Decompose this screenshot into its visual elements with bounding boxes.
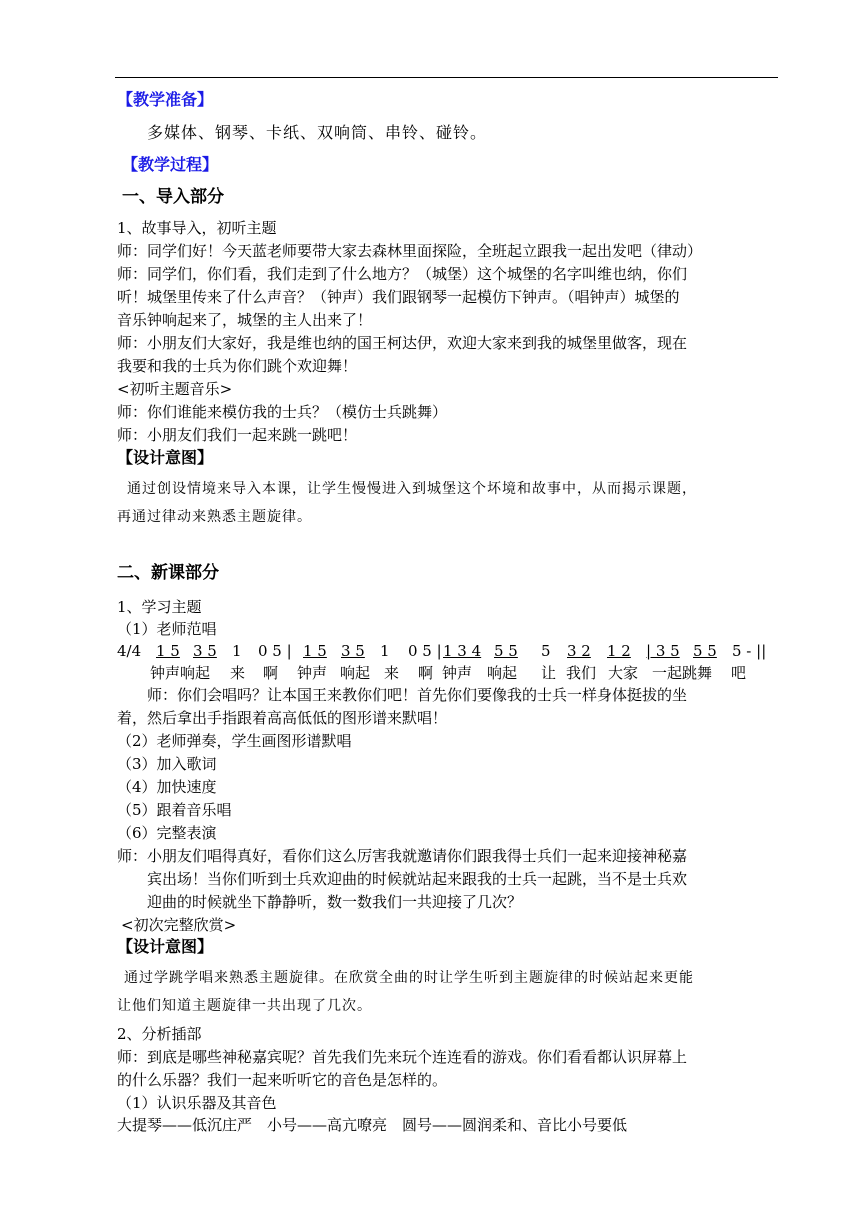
notation-group: 1 [232, 642, 242, 660]
part2-title: 二、新课部分 [117, 563, 219, 583]
part2-line: （6）完整表演 [117, 824, 217, 842]
part1-line: 师：小朋友们大家好，我是维也纳的国王柯达伊，欢迎大家来到我的城堡里做客，现在 [117, 334, 688, 352]
part2-line: （4）加快速度 [117, 778, 217, 796]
part2-line: （2）老师弹奏，学生画图形谱默唱 [117, 732, 352, 750]
notation-group: 1 2 [607, 642, 631, 660]
notation-group: 5 - || [732, 642, 767, 660]
lyric: 让 [541, 664, 557, 682]
notation-meter: 4/4 [117, 642, 142, 660]
lyric: 来 [230, 664, 246, 682]
notation-group: 0 5 | [408, 642, 442, 660]
lyric: 我们 [566, 664, 597, 682]
lyric: 响起 [340, 664, 371, 682]
part2-line: 2、分析插部 [117, 1025, 202, 1043]
part2-line: 的什么乐器？我们一起来听听它的音色是怎样的。 [117, 1071, 448, 1089]
header-rule [115, 77, 778, 78]
part1-line: 师：同学们，你们看，我们走到了什么地方？（城堡）这个城堡的名字叫维也纳，你们 [117, 265, 688, 283]
lyric: 钟声响起 [150, 664, 211, 682]
part2-line: 大提琴——低沉庄严 小号——高亢嘹亮 圆号——圆润柔和、音比小号要低 [117, 1116, 628, 1134]
part1-line: 音乐钟响起来了，城堡的主人出来了！ [117, 311, 373, 329]
notation-group: 0 5 | [258, 642, 292, 660]
part2-line: （1）认识乐器及其音色 [117, 1094, 277, 1112]
part2-line: 师：到底是哪些神秘嘉宾呢？首先我们先来玩个连连看的游戏。你们看看都认识屏幕上 [117, 1048, 688, 1066]
notation-group: 1 5 [156, 642, 180, 660]
part2-intent-line: 通过学跳学唱来熟悉主题旋律。在欣赏全曲的时让学生听到主题旋律的时候站起来更能 [124, 970, 694, 986]
part1-intent-line: 通过创设情境来导入本课，让学生慢慢进入到城堡这个坏境和故事中，从而揭示课题， [127, 481, 697, 497]
prep-title: 【教学准备】 [117, 90, 214, 109]
notation-group: 3 5 [341, 642, 365, 660]
part2-line: （5）跟着音乐唱 [117, 801, 232, 819]
part1-line: 1、故事导入，初听主题 [117, 219, 277, 237]
part2-intent-title: 【设计意图】 [117, 937, 214, 956]
part2-line: <初次完整欣赏> [121, 916, 237, 934]
lyric: 一起跳舞 [652, 664, 713, 682]
part2-line: （1）老师范唱 [117, 620, 217, 638]
part1-line: 师：同学们好！今天蓝老师要带大家去森林里面探险，全班起立跟我一起出发吧（律动） [117, 242, 703, 260]
part1-title: 一、导入部分 [122, 187, 224, 207]
notation-group: 1 3 4 [443, 642, 482, 660]
notation-group: 5 [541, 642, 551, 660]
part2-line: （3）加入歌词 [117, 755, 217, 773]
notation-group: 5 5 [494, 642, 518, 660]
notation-group: 1 [380, 642, 390, 660]
part2-line: 宾出场！当你们听到士兵欢迎曲的时候就站起来跟我的士兵一起跳，当不是士兵欢 [147, 870, 688, 888]
part1-line: 师：小朋友们我们一起来跳一跳吧！ [117, 426, 358, 444]
lyric: 响起 [487, 664, 518, 682]
part2-intent-line: 让他们知道主题旋律一共出现了几次。 [117, 998, 372, 1014]
part2-line: 1、学习主题 [117, 598, 202, 616]
lyric: 来 [384, 664, 400, 682]
notation-group: 1 5 [303, 642, 327, 660]
lyric: 吧 [731, 664, 747, 682]
lyric: 啊 [263, 664, 279, 682]
lyric: 啊 [418, 664, 434, 682]
part1-line: 听！城堡里传来了什么声音？（钟声）我们跟钢琴一起模仿下钟声。（唱钟声）城堡的 [117, 288, 680, 306]
lyric: 钟声 [442, 664, 473, 682]
lyric: 钟声 [297, 664, 328, 682]
part2-line: 师：小朋友们唱得真好，看你们这么厉害我就邀请你们跟我得士兵们一起来迎接神秘嘉 [117, 847, 688, 865]
notation-group: | 3 5 [646, 642, 680, 660]
part1-intent-title: 【设计意图】 [117, 448, 214, 467]
part1-intent-line: 再通过律动来熟悉主题旋律。 [117, 509, 312, 525]
part1-line: <初听主题音乐> [117, 380, 233, 398]
part2-line: 师：你们会唱吗？让本国王来教你们吧！首先你们要像我的士兵一样身体挺拔的坐 [147, 686, 688, 704]
part1-line: 我要和我的士兵为你们跳个欢迎舞！ [117, 357, 358, 375]
notation-group: 5 5 [693, 642, 717, 660]
part2-line: 迎曲的时候就坐下静静听，数一数我们一共迎接了几次？ [147, 893, 523, 911]
process-title: 【教学过程】 [122, 155, 219, 174]
notation-group: 3 2 [567, 642, 591, 660]
part1-line: 师：你们谁能来模仿我的士兵？（模仿士兵跳舞） [117, 403, 448, 421]
lyric: 大家 [608, 664, 639, 682]
prep-body: 多媒体、钢琴、卡纸、双响筒、串铃、碰铃。 [147, 123, 488, 142]
notation-group: 3 5 [193, 642, 217, 660]
part2-line: 着，然后拿出手指跟着高高低低的图形谱来默唱！ [117, 709, 448, 727]
